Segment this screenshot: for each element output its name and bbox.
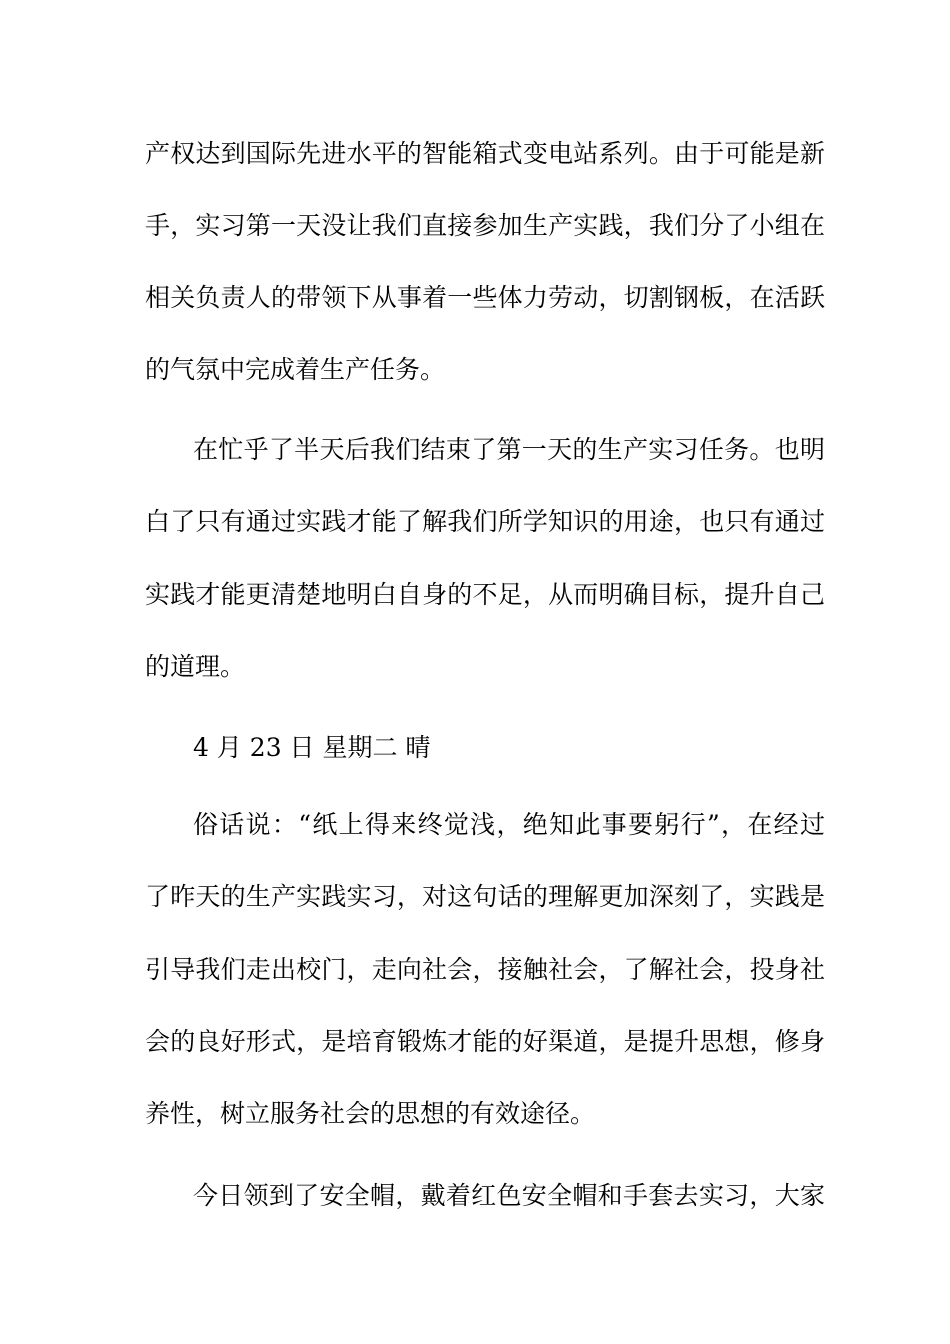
paragraph-line: 俗话说：“纸上得来终觉浅，绝知此事要躬行”，在经过 <box>193 810 825 839</box>
paragraph-line: 白了只有通过实践才能了解我们所学知识的用途，也只有通过 <box>145 507 825 536</box>
paragraph-line: 手，实习第一天没让我们直接参加生产实践，我们分了小组在 <box>145 211 825 240</box>
paragraph-line: 产权达到国际先进水平的智能箱式变电站系列。由于可能是新 <box>145 139 825 168</box>
paragraph-line: 实践才能更清楚地明白自身的不足，从而明确目标，提升自己 <box>145 580 825 609</box>
paragraph-line: 会的良好形式，是培育锻炼才能的好渠道，是提升思想，修身 <box>145 1027 825 1056</box>
paragraph-line: 引导我们走出校门，走向社会，接触社会，了解社会，投身社 <box>145 955 825 984</box>
paragraph-line: 了昨天的生产实践实习，对这句话的理解更加深刻了，实践是 <box>145 882 825 911</box>
paragraph-line: 今日领到了安全帽，戴着红色安全帽和手套去实习，大家 <box>193 1181 825 1210</box>
paragraph-line: 相关负责人的带领下从事着一些体力劳动，切割钢板，在活跃 <box>145 283 825 312</box>
paragraph-line: 的气氛中完成着生产任务。 <box>145 355 446 384</box>
paragraph-line: 养性，树立服务社会的思想的有效途径。 <box>145 1099 596 1128</box>
paragraph-line: 的道理。 <box>145 652 246 681</box>
paragraph-line: 在忙乎了半天后我们结束了第一天的生产实习任务。也明 <box>193 435 825 464</box>
diary-date-heading: 4 月 23 日 星期二 晴 <box>193 733 431 762</box>
